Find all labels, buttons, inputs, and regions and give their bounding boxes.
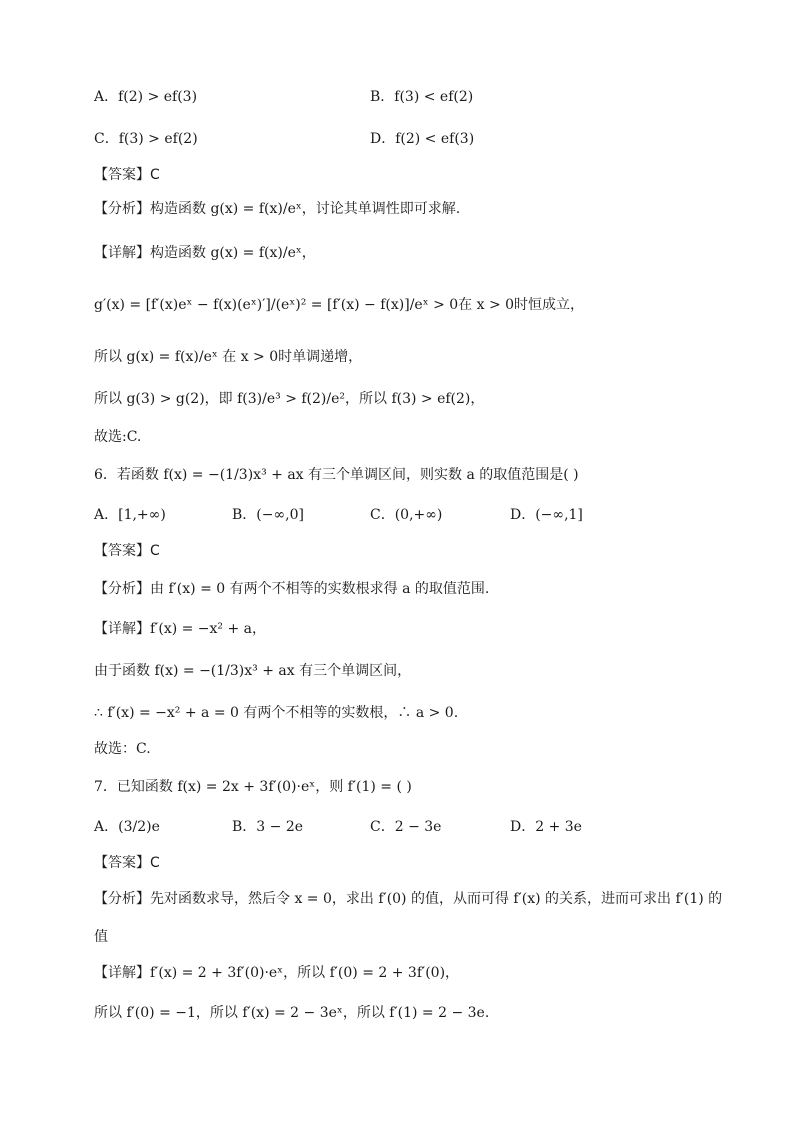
q5-detail: 【详解】构造函数 g(x) = f(x)/eˣ，: [94, 245, 316, 261]
q6-option-c: C．(0,+∞): [370, 507, 443, 523]
q5-option-a: A．f(2) > ef(3): [94, 89, 198, 105]
q7-detail: 【详解】f′(x) = 2 + 3f′(0)·eˣ，所以 f′(0) = 2 + 3f′(0)，: [94, 965, 460, 981]
q7-option-c: C．2 − 3e: [370, 819, 442, 835]
q6-answer: 【答案】C: [94, 543, 160, 559]
q5-derivative: g′(x) = [f′(x)eˣ − f(x)(eˣ)′]/(eˣ)² = [f′(x) − f(x)]/eˣ > 0在 x > 0时恒成立，: [94, 297, 585, 313]
q6-option-b: B．(−∞,0]: [232, 507, 304, 523]
q7-analysis-line1: 【分析】先对函数求导，然后令 x = 0，求出 f′(0) 的值，从而可得 f′(x) 的关系，进而可求出 f′(1) 的: [94, 891, 723, 907]
q6-option-d: D．(−∞,1]: [510, 507, 583, 523]
q7-option-a: A．(3/2)e: [94, 819, 160, 835]
q6-therefore: ∴ f′(x) = −x² + a = 0 有两个不相等的实数根，∴ a > 0.: [94, 705, 459, 721]
q7-stem: 7．已知函数 f(x) = 2x + 3f′(0)·eˣ，则 f′(1) = ( ): [94, 779, 412, 795]
q5-compare: 所以 g(3) > g(2)，即 f(3)/e³ > f(2)/e²，所以 f(3) > ef(2)，: [94, 391, 485, 407]
q7-final: 所以 f′(0) = −1，所以 f′(x) = 2 − 3eˣ，所以 f′(1) = 2 − 3e.: [94, 1005, 490, 1021]
q6-reason: 由于函数 f(x) = −(1/3)x³ + ax 有三个单调区间，: [94, 663, 412, 679]
q7-answer: 【答案】C: [94, 855, 160, 871]
q6-conclusion: 故选：C.: [94, 741, 151, 757]
q5-option-b: B．f(3) < ef(2): [370, 89, 474, 105]
q5-conclusion: 故选:C.: [94, 429, 142, 445]
q5-option-c: C．f(3) > ef(2): [94, 131, 198, 147]
q6-detail: 【详解】f′(x) = −x² + a，: [94, 621, 267, 637]
q5-analysis: 【分析】构造函数 g(x) = f(x)/eˣ，讨论其单调性即可求解.: [94, 201, 461, 217]
q5-option-d: D．f(2) < ef(3): [370, 131, 475, 147]
q6-analysis: 【分析】由 f′(x) = 0 有两个不相等的实数根求得 a 的取值范围.: [94, 581, 490, 597]
q5-answer: 【答案】C: [94, 167, 160, 183]
q7-option-b: B．3 − 2e: [232, 819, 304, 835]
q7-option-d: D．2 + 3e: [510, 819, 582, 835]
q6-option-a: A．[1,+∞): [94, 507, 166, 523]
q7-analysis-line2: 值: [94, 929, 108, 945]
q6-stem: 6．若函数 f(x) = −(1/3)x³ + ax 有三个单调区间，则实数 a 的取值范围是( ): [94, 467, 579, 483]
q5-monotonic: 所以 g(x) = f(x)/eˣ 在 x > 0时单调递增，: [94, 349, 363, 365]
